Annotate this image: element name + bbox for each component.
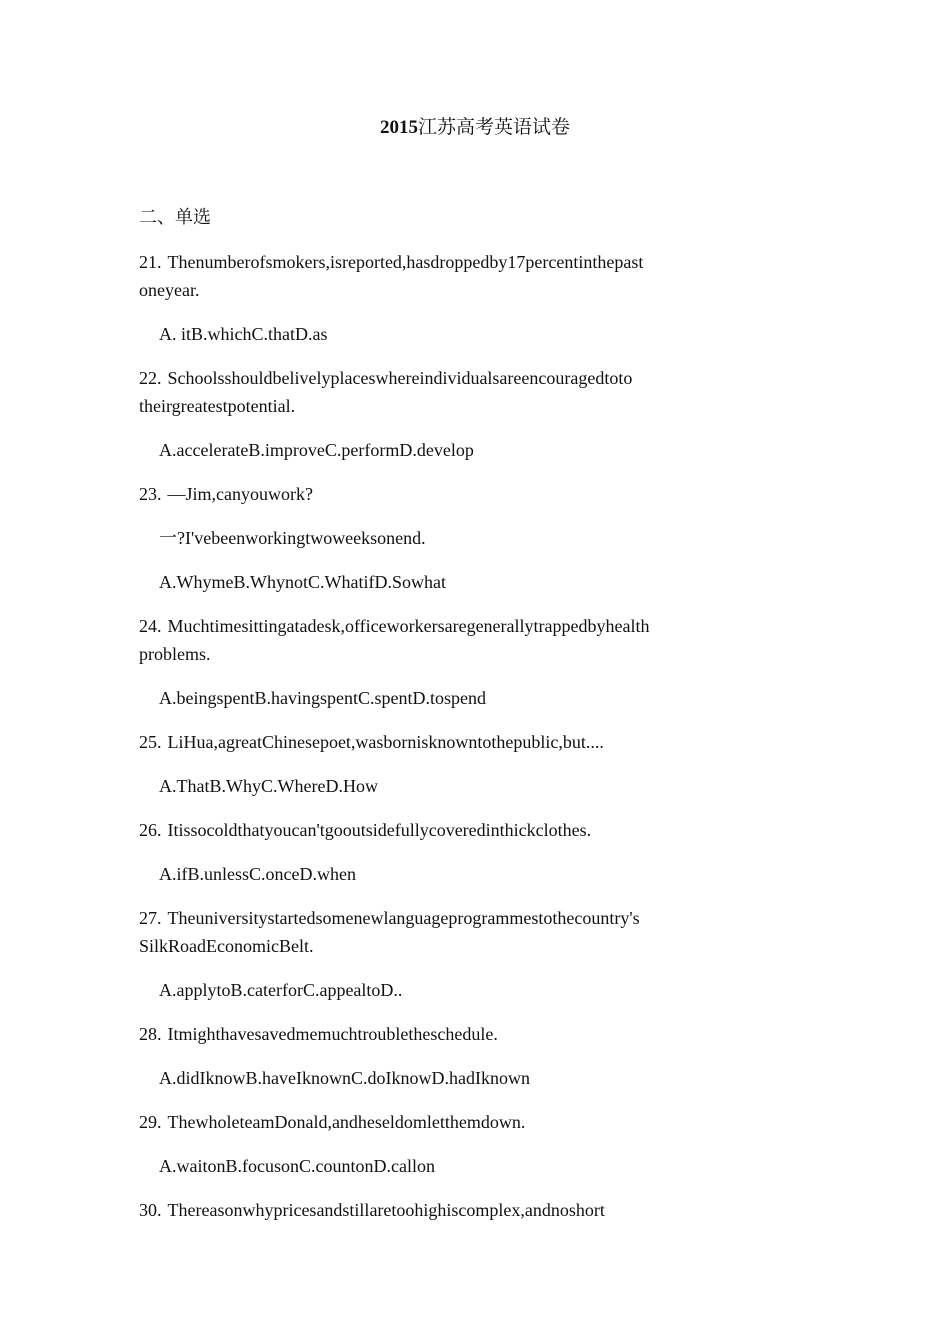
question-number: 24. (139, 616, 162, 636)
question-item (139, 248, 699, 364)
spacer (139, 464, 699, 480)
question-stem (139, 364, 699, 420)
spacer (139, 552, 699, 568)
question-stem (139, 480, 699, 508)
question-number: 30. (139, 1200, 162, 1220)
title-text: 江苏高考英语试卷 (417, 117, 570, 138)
question-stem-line: 28. Itmighthavesavedmemuchtroubletheschedule. (139, 1020, 699, 1048)
question-options: A.ThatB.WhyC.WhereD.How (159, 776, 378, 796)
question-number: 21. (139, 252, 162, 272)
spacer (139, 888, 699, 904)
question-stem (139, 612, 699, 668)
spacer (139, 1092, 699, 1108)
question-item (139, 904, 699, 1020)
question-options: A.ifB.unlessC.onceD.when (159, 864, 356, 884)
question-item (139, 1196, 699, 1224)
spacer (139, 756, 699, 772)
question-stem-line: 23. —Jim,canyouwork? (139, 480, 699, 508)
question-stem-line: 22. Schoolsshouldbelivelyplaceswhereindividualsareencouragedtoto (139, 364, 699, 392)
question-stem-line: 26. Itissocoldthatyoucan'tgooutsidefullycoveredinthickclothes. (139, 816, 699, 844)
question-number: 25. (139, 732, 162, 752)
question-item (139, 816, 699, 904)
question-options: A.beingspentB.havingspentC.spentD.tospend (159, 688, 486, 708)
question-number: 22. (139, 368, 162, 388)
spacer (139, 800, 699, 816)
question-number: 26. (139, 820, 162, 840)
question-stem-line: SilkRoadEconomicBelt. (139, 936, 314, 956)
question-options: A.didIknowB.haveIknownC.doIknowD.hadIknown (159, 1068, 530, 1088)
spacer (139, 596, 699, 612)
spacer (139, 668, 699, 684)
question-item (139, 612, 699, 728)
question-stem-line: 24. Muchtimesittingatadesk,officeworkersaregenerallytrappedbyhealth (139, 612, 699, 640)
question-stem (139, 248, 699, 304)
question-stem-line: 21. Thenumberofsmokers,isreported,hasdroppedby17percentinthepast (139, 248, 699, 276)
spacer (139, 712, 699, 728)
question-stem-line: theirgreatestpotential. (139, 396, 296, 416)
spacer (139, 1136, 699, 1152)
question-stem (139, 1020, 699, 1048)
question-number: 27. (139, 908, 162, 928)
document-title (0, 116, 950, 140)
question-stem-line: problems. (139, 644, 211, 664)
question-options: A.accelerateB.improveC.performD.develop (159, 440, 474, 460)
spacer (139, 420, 699, 436)
spacer (139, 1048, 699, 1064)
question-item (139, 728, 699, 816)
question-options: A.WhymeB.WhynotC.WhatifD.Sowhat (159, 572, 446, 592)
spacer (139, 348, 699, 364)
question-stem-line: 30. Thereasonwhypricesandstillaretoohighiscomplex,andnoshort (139, 1196, 699, 1224)
question-stem-line: 27. Theuniversitystartedsomenewlanguageprogrammestothecountry's (139, 904, 699, 932)
question-item (139, 1020, 699, 1108)
question-stem-line: 25. LiHua,agreatChinesepoet,wasbornisknowntothepublic,but.... (139, 728, 699, 756)
question-stem (139, 728, 699, 756)
question-stem (139, 1196, 699, 1224)
question-options: 一?I'vebeenworkingtwoweeksonend. (159, 528, 426, 548)
question-stem-line: oneyear. (139, 280, 200, 300)
spacer (139, 508, 699, 524)
question-stem (139, 904, 699, 960)
question-options: A. itB.whichC.thatD.as (159, 324, 328, 344)
question-item (139, 1108, 699, 1196)
question-stem (139, 816, 699, 844)
question-item (139, 364, 699, 480)
title-year: 2015 (379, 117, 418, 138)
spacer (139, 1004, 699, 1020)
question-number: 23. (139, 484, 162, 504)
spacer (139, 960, 699, 976)
spacer (139, 1180, 699, 1196)
spacer (139, 304, 699, 320)
question-item (139, 480, 699, 612)
question-stem (139, 1108, 699, 1136)
question-list (139, 248, 699, 1224)
question-options: A.waitonB.focusonC.countonD.callon (159, 1156, 435, 1176)
question-stem-line: 29. ThewholeteamDonald,andheseldomletthemdown. (139, 1108, 699, 1136)
question-options: A.applytoB.caterforC.appealtoD.. (159, 980, 403, 1000)
question-number: 29. (139, 1112, 162, 1132)
section-heading: 二、单选 (139, 207, 211, 227)
spacer (139, 844, 699, 860)
question-number: 28. (139, 1024, 162, 1044)
